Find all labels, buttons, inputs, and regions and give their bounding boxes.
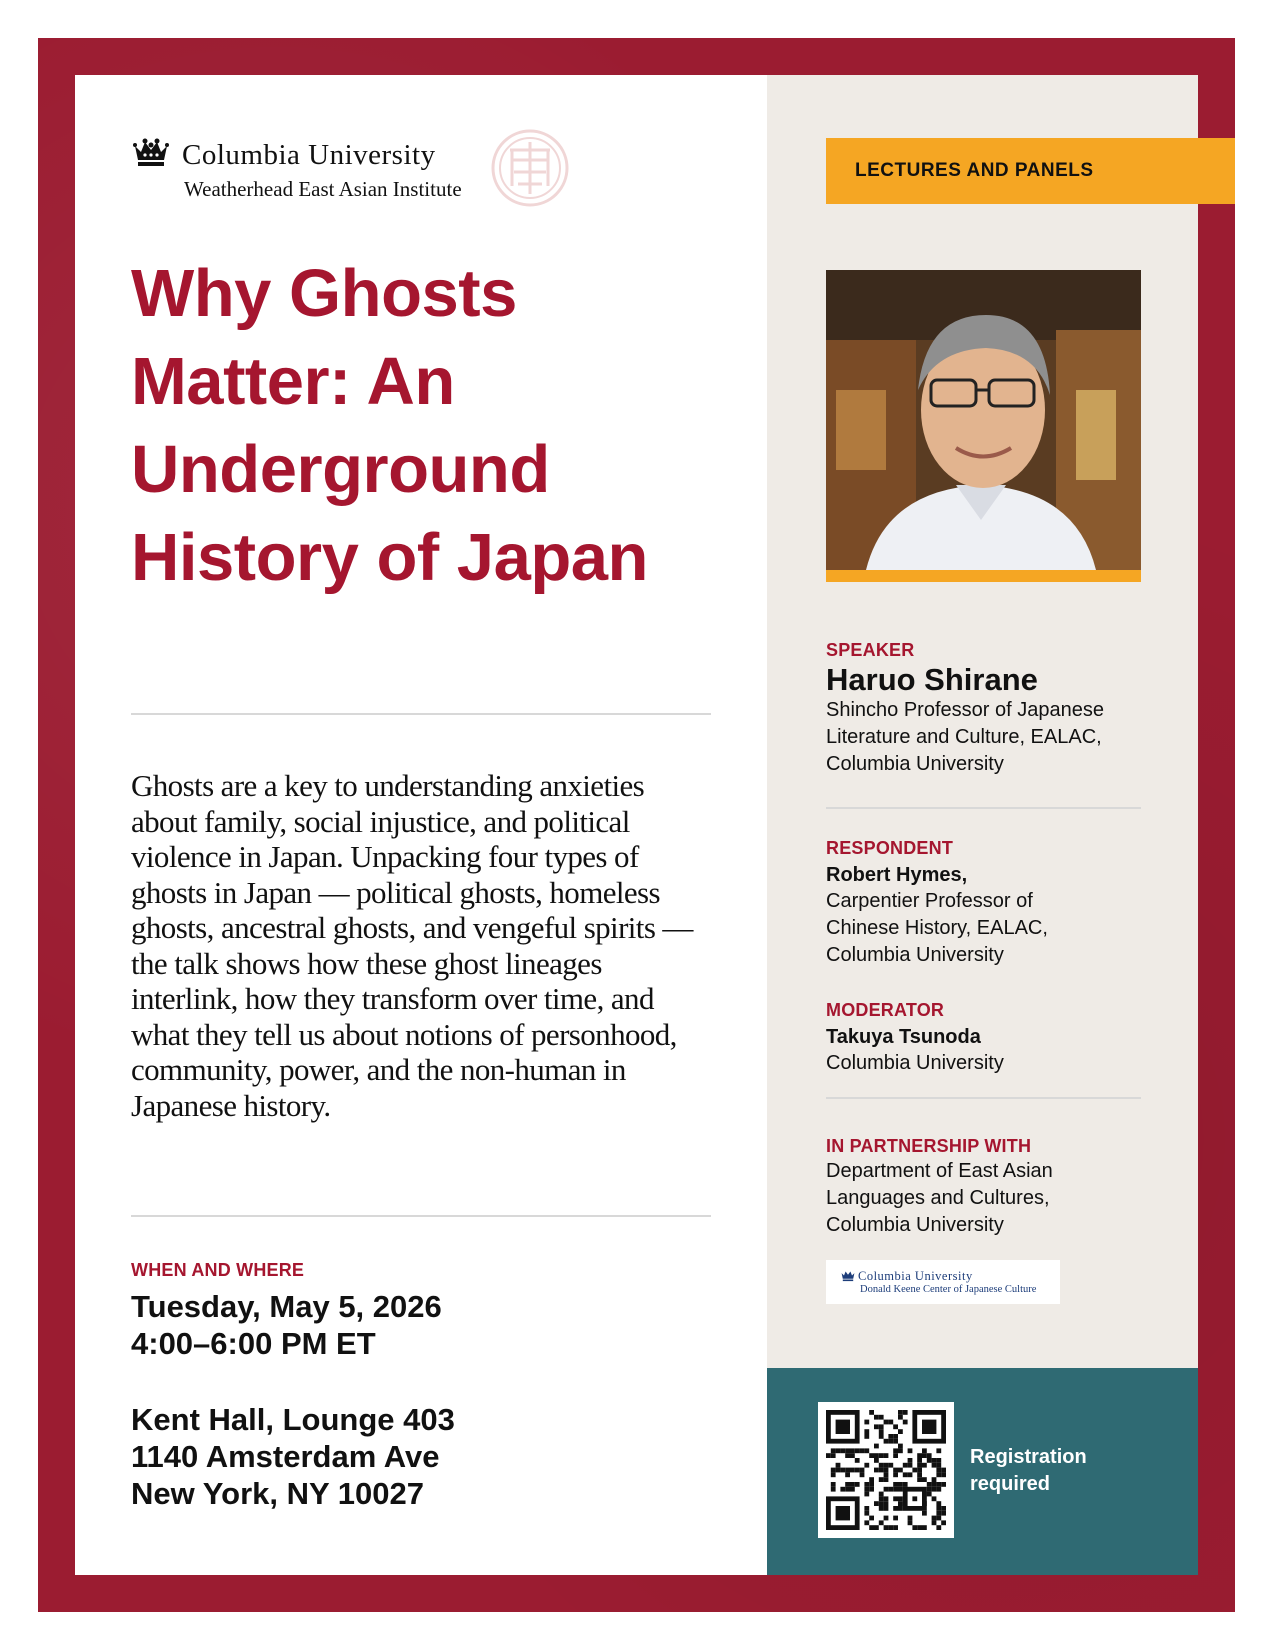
divider	[826, 1097, 1141, 1099]
respondent-label: RESPONDENT	[826, 838, 954, 858]
venue-street: 1140 Amsterdam Ave	[131, 1439, 440, 1474]
venue-city: New York, NY 10027	[131, 1476, 424, 1511]
partnership-label: IN PARTNERSHIP WITH	[826, 1136, 1032, 1156]
crown-icon	[131, 136, 171, 168]
respondent-affiliation: Carpentier Professor of Chinese History, EALAC, Columbia University	[826, 890, 1048, 966]
event-date: Tuesday, May 5, 2026	[131, 1289, 442, 1324]
speaker-name: Haruo Shirane	[826, 662, 1038, 697]
crown-icon	[840, 1269, 856, 1282]
qr-code[interactable]	[818, 1402, 954, 1538]
venue-name: Kent Hall, Lounge 403	[131, 1402, 455, 1437]
event-description: Ghosts are a key to understanding anxieties about family, social injustice, and political violence in Japan. Unpacking four types of ghosts in Japan — political ghosts, homeless ghosts, ancestral ghosts, and vengeful spirits — the talk shows how these ghost lineages interlink, how they transform over time, and what they tell us about notions of personhood, community, power, and the non-human in Japanese history.	[131, 768, 693, 1123]
divider	[131, 713, 711, 715]
moderator-affiliation: Columbia University	[826, 1052, 1004, 1074]
keene-logo-university: Columbia University	[858, 1269, 973, 1283]
keene-center-logo	[826, 1260, 1060, 1304]
speaker-photo	[826, 270, 1141, 570]
respondent-name: Robert Hymes,	[826, 864, 968, 886]
category-banner	[826, 138, 1235, 204]
speaker-label: SPEAKER	[826, 640, 915, 660]
event-title: Why Ghosts Matter: An Underground History of Japan	[131, 256, 648, 595]
category-label: LECTURES AND PANELS	[855, 160, 1094, 181]
university-name: Columbia University	[182, 139, 436, 171]
institute-name: Weatherhead East Asian Institute	[184, 177, 462, 201]
event-time: 4:00–6:00 PM ET	[131, 1326, 376, 1361]
registration-note: Registration required	[970, 1446, 1087, 1495]
moderator-label: MODERATOR	[826, 1000, 945, 1020]
divider	[826, 807, 1141, 809]
moderator-name: Takuya Tsunoda	[826, 1026, 981, 1048]
photo-accent-bar	[826, 570, 1141, 582]
keene-logo-center: Donald Keene Center of Japanese Culture	[860, 1284, 1037, 1295]
seal-icon	[490, 128, 570, 208]
partnership-text: Department of East Asian Languages and Cultures, Columbia University	[826, 1160, 1053, 1236]
divider	[131, 1215, 711, 1217]
speaker-affiliation: Shincho Professor of Japanese Literature and Culture, EALAC, Columbia University	[826, 699, 1104, 775]
when-where-label: WHEN AND WHERE	[131, 1260, 305, 1280]
